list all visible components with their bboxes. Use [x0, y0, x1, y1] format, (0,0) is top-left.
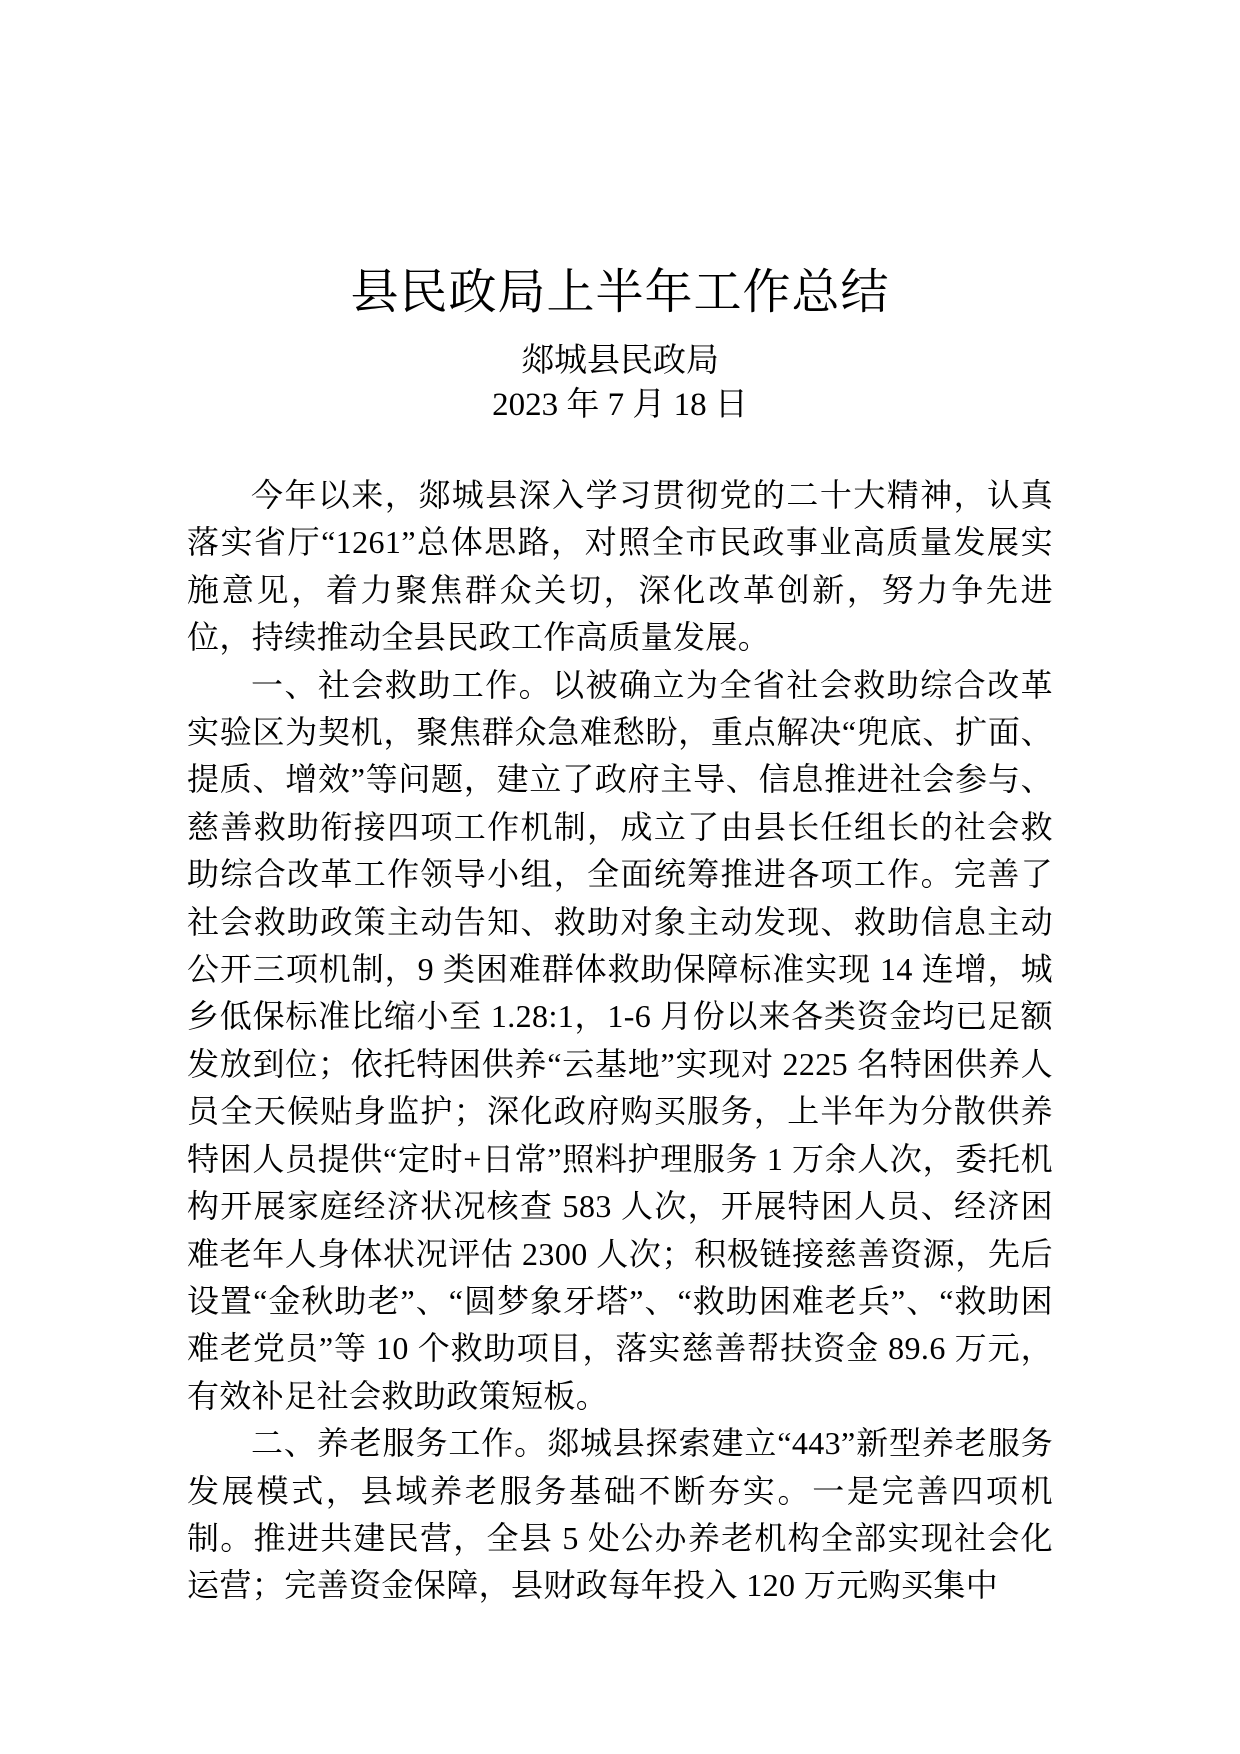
body-paragraph-social-assistance: 一、社会救助工作。以被确立为全省社会救助综合改革实验区为契机，聚焦群众急难愁盼，重点解决“兜底、扩面、提质、增效”等问题，建立了政府主导、信息推进社会参与、慈善救助衔接四项工作机制，成立了由县长任组长的社会救助综合改革工作领导小组，全面统筹推进各项工作。完善了社会救助政策主动告知、救助对象主动发现、救助信息主动公开三项机制，9 类困难群体救助保障标准实现 14 连增，城乡低保标准比缩小至 1.28:1，1-6 月份以来各类资金均已足额发放到位；依托特困供养“云基地”实现对 2225 名特困供养人员全天候贴身监护；深化政府购买服务，上半年为分散供养特困人员提供“定时+日常”照料护理服务 1 万余人次，委托机构开展家庭经济状况核查 583 人次，开展特困人员、经济困难老年人身体状况评估 2300 人次；积极链接慈善资源，先后设置“金秋助老”、“圆梦象牙塔”、“救助困难老兵”、“救助困难老党员”等 10 个救助项目，落实慈善帮扶资金 89.6 万元，有效补足社会救助政策短板。	[187, 666, 1053, 1414]
document-body	[187, 472, 1053, 1610]
body-paragraph-elderly-care: 二、养老服务工作。郯城县探索建立“443”新型养老服务发展模式，县域养老服务基础不断夯实。一是完善四项机制。推进共建民营，全县 5 处公办养老机构全部实现社会化运营；完善资金保障，县财政每年投入 120 万元购买集中	[187, 1425, 1053, 1604]
document-title: 县民政局上半年工作总结	[350, 264, 890, 320]
document-author: 郯城县民政局	[521, 340, 719, 379]
document-date: 2023 年 7 月 18 日	[492, 387, 748, 423]
body-paragraph-intro: 今年以来，郯城县深入学习贯彻党的二十大精神，认真落实省厅“1261”总体思路，对照全市民政事业高质量发展实施意见，着力聚焦群众关切，深化改革创新，努力争先进位，持续推动全县民政工作高质量发展。	[187, 477, 1053, 656]
